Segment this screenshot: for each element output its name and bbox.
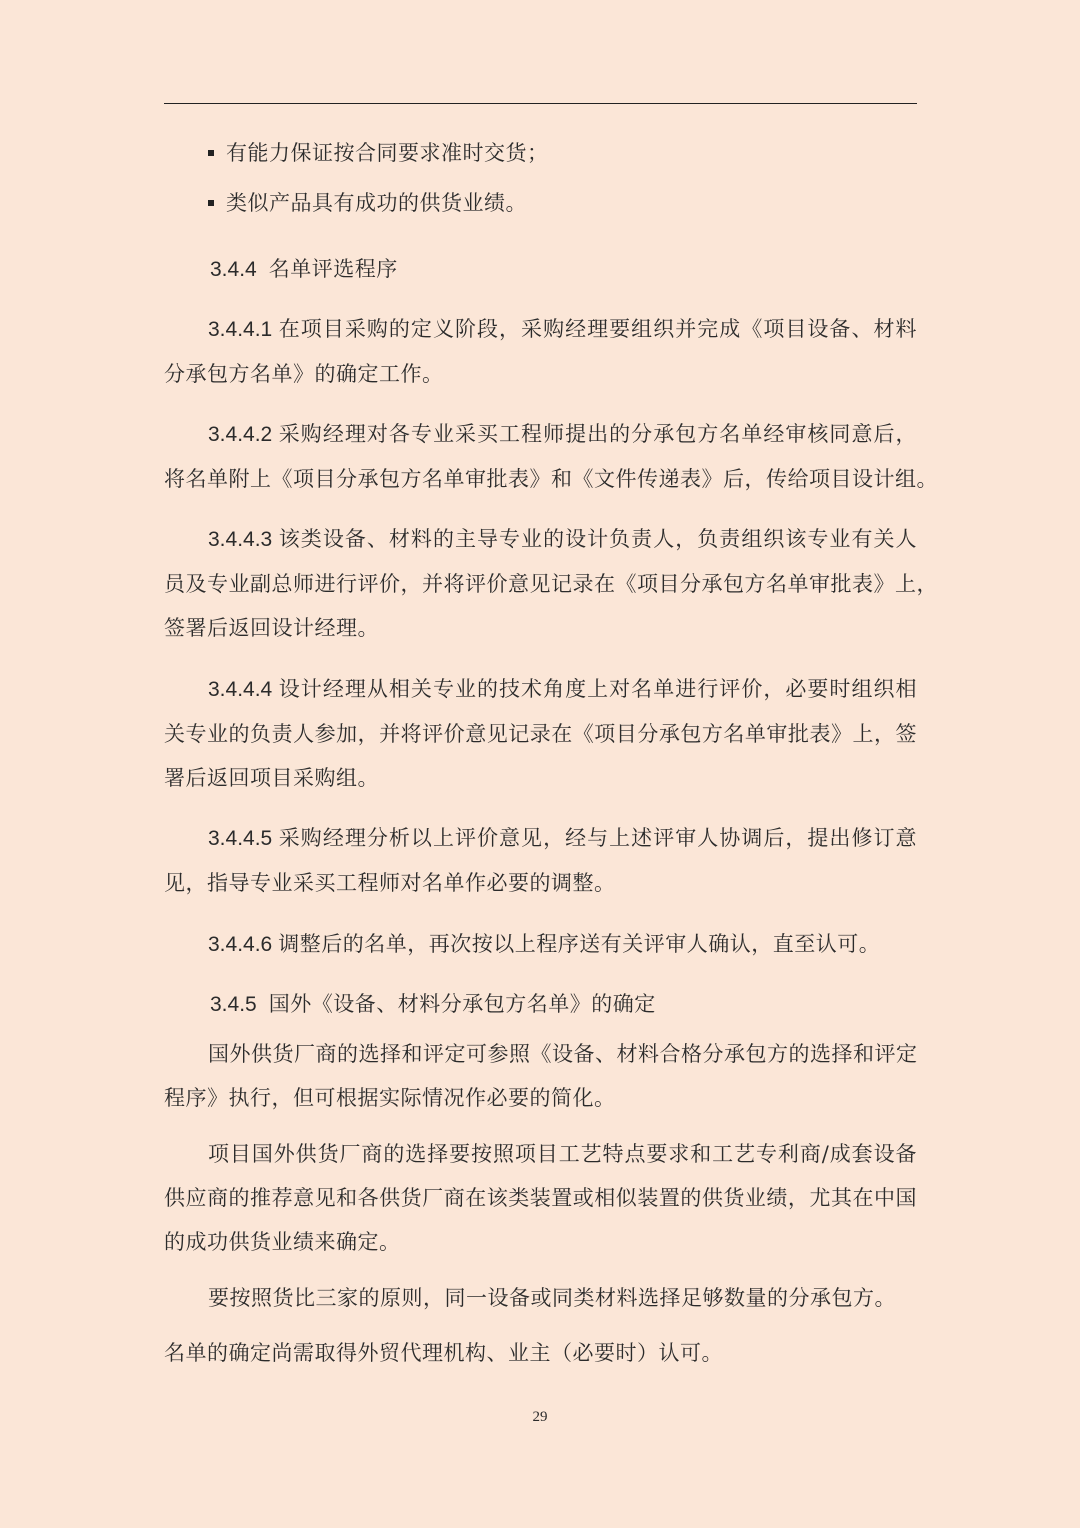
clause-number: 3.4.4.4	[208, 678, 273, 701]
paragraph-3-4-4-4-line-3: 署后返回项目采购组。	[164, 766, 379, 790]
clause-number: 3.4.4.2	[208, 423, 273, 446]
paragraph-3-4-4-5-line-1	[208, 823, 917, 853]
paragraph-3-4-4-1-line-2: 分承包方名单》的确定工作。	[164, 362, 444, 386]
section-heading-3-4-4	[210, 254, 398, 284]
paragraph-3-4-4-4-line-2: 关专业的负责人参加，并将评价意见记录在《项目分承包方名单审批表》上，签	[164, 722, 917, 746]
paragraph-a-line-1: 国外供货厂商的选择和评定可参照《设备、材料合格分承包方的选择和评定	[208, 1042, 918, 1066]
paragraph-b-line-2: 供应商的推荐意见和各供货厂商在该类装置或相似装置的供货业绩，尤其在中国	[164, 1186, 917, 1210]
clause-number: 3.4.4.1	[208, 318, 273, 341]
bullet-text: 有能力保证按合同要求准时交货；	[226, 141, 549, 165]
paragraph-b-line-1: 项目国外供货厂商的选择要按照项目工艺特点要求和工艺专利商/成套设备	[208, 1142, 917, 1166]
paragraph-text: 调整后的名单，再次按以上程序送有关评审人确认，直至认可。	[278, 932, 881, 956]
section-title: 国外《设备、材料分承包方名单》的确定	[268, 992, 656, 1016]
paragraph-c-line-1: 要按照货比三家的原则，同一设备或同类材料选择足够数量的分承包方。	[208, 1286, 896, 1310]
clause-number: 3.4.4.6	[208, 933, 273, 956]
paragraph-3-4-4-3-line-2: 员及专业副总师进行评价，并将评价意见记录在《项目分承包方名单审批表》上，	[164, 572, 938, 596]
paragraph-text: 该类设备、材料的主导专业的设计负责人，负责组织该专业有关人	[278, 527, 917, 551]
section-title: 名单评选程序	[268, 257, 398, 281]
page-number: 29	[532, 1409, 548, 1425]
paragraph-3-4-4-2-line-1	[208, 419, 917, 449]
paragraph-d-line-1: 名单的确定尚需取得外贸代理机构、业主（必要时）认可。	[164, 1341, 723, 1365]
bullet-text: 类似产品具有成功的供货业绩。	[226, 191, 527, 215]
clause-number: 3.4.4.5	[208, 827, 273, 850]
bullet-square-icon	[208, 150, 214, 156]
header-rule	[164, 103, 917, 104]
section-heading-3-4-5	[210, 989, 656, 1019]
paragraph-3-4-4-6-line-1	[208, 929, 917, 959]
section-number: 3.4.4	[210, 258, 257, 281]
paragraph-a-line-2: 程序》执行，但可根据实际情况作必要的简化。	[164, 1086, 616, 1110]
bullet-item	[208, 138, 549, 168]
paragraph-text: 采购经理对各专业采买工程师提出的分承包方名单经审核同意后，	[278, 422, 917, 446]
paragraph-3-4-4-5-line-2: 见，指导专业采买工程师对名单作必要的调整。	[164, 871, 616, 895]
clause-number: 3.4.4.3	[208, 528, 273, 551]
paragraph-3-4-4-3-line-3: 签署后返回设计经理。	[164, 616, 379, 640]
paragraph-text: 采购经理分析以上评价意见，经与上述评审人协调后，提出修订意	[278, 826, 917, 850]
bullet-item	[208, 188, 527, 218]
paragraph-3-4-4-2-line-2: 将名单附上《项目分承包方名单审批表》和《文件传递表》后，传给项目设计组。	[164, 467, 938, 491]
paragraph-3-4-4-1-line-1	[208, 314, 917, 344]
paragraph-text: 设计经理从相关专业的技术角度上对名单进行评价，必要时组织相	[278, 677, 917, 701]
paragraph-text: 在项目采购的定义阶段，采购经理要组织并完成《项目设备、材料	[278, 317, 917, 341]
paragraph-3-4-4-4-line-1	[208, 674, 917, 704]
paragraph-b-line-3: 的成功供货业绩来确定。	[164, 1230, 401, 1254]
section-number: 3.4.5	[210, 993, 257, 1016]
paragraph-3-4-4-3-line-1	[208, 524, 917, 554]
bullet-square-icon	[208, 200, 214, 206]
